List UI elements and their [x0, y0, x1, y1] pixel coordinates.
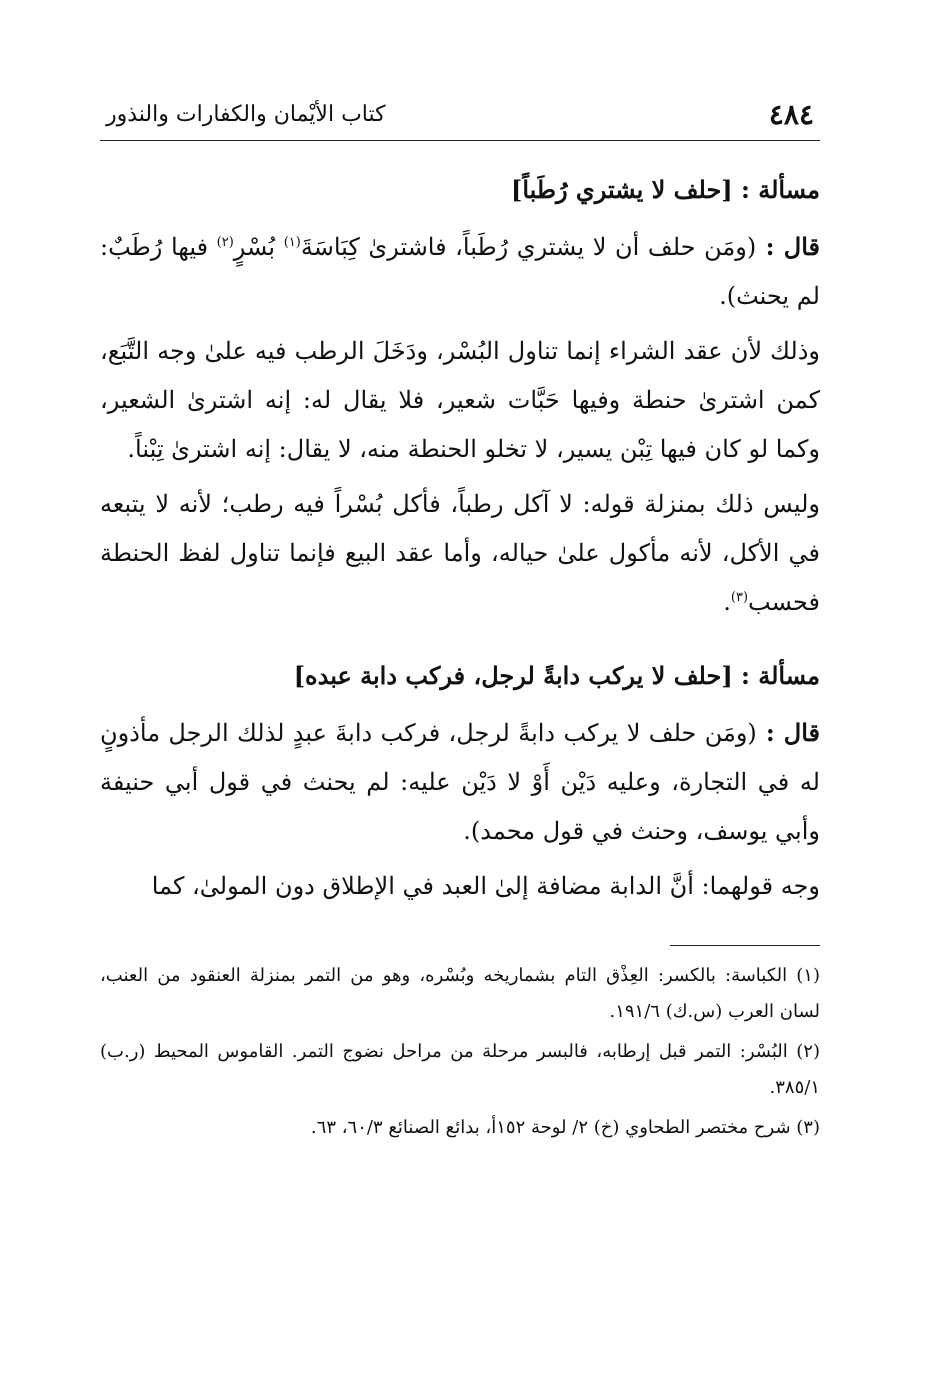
paragraph: [100, 480, 820, 627]
footnote: (١) الكباسة: بالكسر: العِذْق التام بشماريخه وبُسْره، وهو من التمر بمنزلة العنقود من العنب، لسان العرب (س.ك) ١٩١/٦.: [100, 965, 820, 1022]
footnote-ref: (٣): [730, 590, 749, 605]
paragraph-text: وذلك لأن عقد الشراء إنما تناول البُسْر، ودَخَلَ الرطب فيه علىٰ وجه التَّبَع، كمن اشترىٰ حنطة وفيها حَبَّات شعير، فلا يقال له: إنه اشترىٰ الشعير، وكما لو كان فيها تِبْن يسير، لا تخلو الحنطة منه، لا يقال: إنه اشترىٰ تِبْناً.: [100, 337, 820, 463]
footnote: (٣) شرح مختصر الطحاوي (خ) ٢/ لوحة ١٥٢أ، بدائع الصنائع ٦٠/٣، ٦٣.: [310, 1117, 820, 1138]
paragraph-text: وليس ذلك بمنزلة قوله: لا آكل رطباً، فأكل بُسْراً فيه رطب؛ لأنه لا يتبعه في الأكل، لأنه مأكول علىٰ حياله، وأما عقد البيع فإنما تناول لفظ الحنطة فحسب: [100, 490, 820, 616]
footnote-ref: (١): [283, 235, 301, 250]
footnotes: [100, 958, 820, 1146]
paragraph: [100, 862, 820, 911]
section-heading: مسألة : [حلف لا يركب دابةً لرجل، فركب دابة عبده]: [293, 661, 820, 690]
page-number: ٤٨٤: [768, 98, 814, 131]
paragraph-text: وجه قولهما: أنَّ الدابة مضافة إلىٰ العبد في الإطلاق دون المولىٰ، كما: [151, 872, 820, 900]
book-page: [100, 96, 820, 1150]
paragraph: [100, 222, 820, 321]
running-header: [100, 96, 820, 141]
paragraph-text: .: [723, 588, 731, 616]
paragraph-text: (ومَن حلف لا يركب دابةً لرجل، فركب دابةَ عبدٍ لذلك الرجل مأذونٍ له في التجارة، وعليه دَيْن أَوْ لا دَيْن عليه: لم يحنث في قول أبي حنيفة وأبي يوسف، وحنث في قول محمد).: [100, 719, 820, 845]
paragraph-text: (ومَن حلف أن لا يشتري رُطَباً، فاشترىٰ كِبَاسَةَ: [300, 233, 757, 261]
book-title: كتاب الأيْمان والكفارات والنذور: [106, 102, 386, 127]
footnote-separator: [670, 945, 820, 946]
section-heading: مسألة : [حلف لا يشتري رُطَباً]: [510, 175, 820, 204]
main-text: [100, 165, 820, 911]
paragraph-text: بُسْرٍ: [233, 233, 284, 261]
paragraph-text: فيها رُطَبٌ: لم يحنث).: [100, 233, 820, 310]
paragraph: [100, 327, 820, 474]
footnote: (٢) البُسْر: التمر قبل إرطابه، فالبسر مرحلة من مراحل نضوج التمر. القاموس المحيط (ر.ب) ٣٨٥/١.: [100, 1041, 820, 1098]
paragraph: [100, 708, 820, 856]
footnote-ref: (٢): [216, 235, 234, 250]
paragraph-lead: قال :: [756, 232, 820, 261]
paragraph-lead: قال :: [756, 718, 820, 747]
